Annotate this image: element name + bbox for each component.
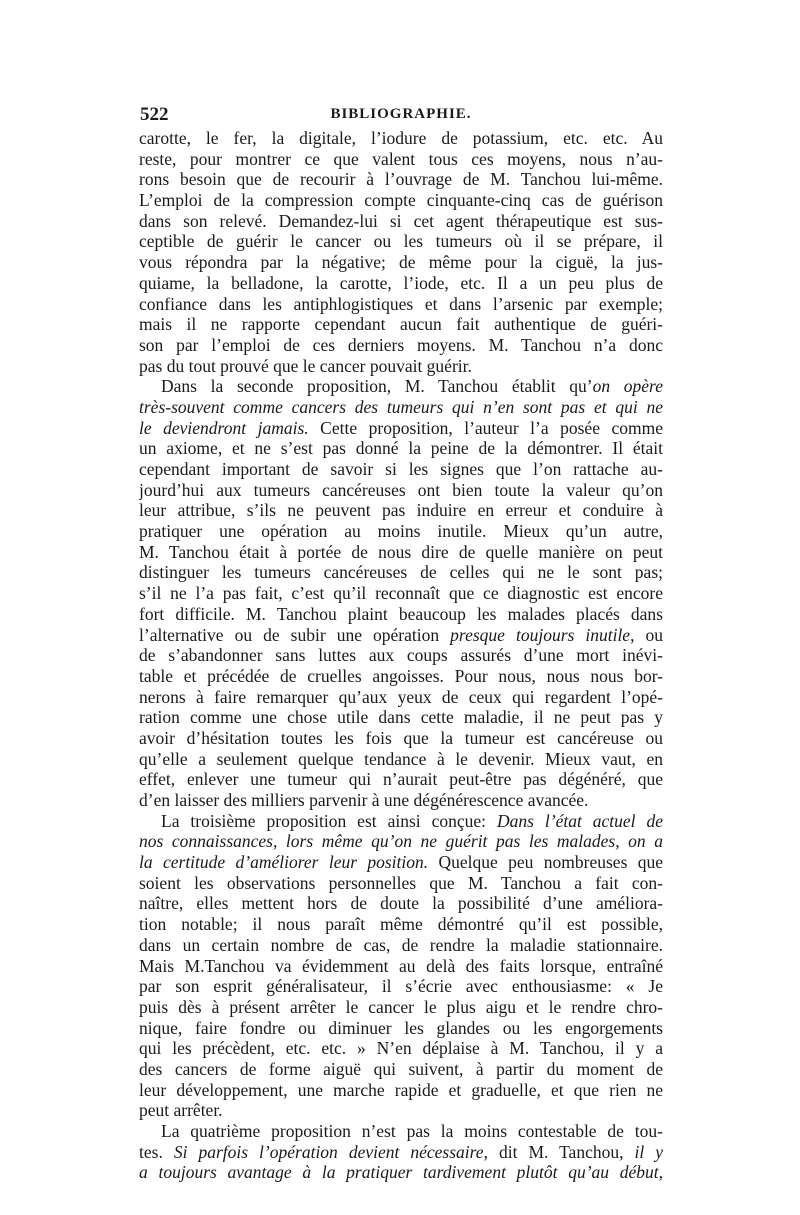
text-run: naître, elles mettent hors de doute la possibilité d’une améliora- xyxy=(139,893,663,914)
text-run: rons besoin que de recourir à l’ouvrage de M. Tanchou lui-même. xyxy=(139,169,663,190)
text-line xyxy=(139,1100,663,1121)
text-run: nique, faire fondre ou diminuer les glandes ou les engorgements xyxy=(139,1017,663,1038)
text-run: qu’elle a seulement quelque tendance à le devenir. Mieux vaut, en xyxy=(139,748,663,769)
text-run: quiame, la belladone, la carotte, l’iode, etc. Il a un peu plus de xyxy=(139,272,663,293)
text-run: Dans la seconde proposition, M. Tanchou établit qu’ xyxy=(161,376,593,397)
text-run: confiance dans les antiphlogistiques et dans l’arsenic par exemple; xyxy=(139,293,663,314)
text-line xyxy=(139,128,663,149)
text-run: leur développement, une marche rapide et graduelle, et que rien ne xyxy=(139,1079,663,1100)
text-line xyxy=(139,935,663,956)
text-run: avoir d’hésitation toutes les fois que la tumeur est cancéreuse ou xyxy=(139,727,663,748)
text-run: un axiome, et ne s’est pas donné la peine de la démontrer. Il était xyxy=(139,438,663,459)
body-text xyxy=(139,128,663,1183)
text-run: , ou xyxy=(630,624,663,645)
text-line xyxy=(139,583,663,604)
text-run: leur attribue, s’ils ne peuvent pas induire en erreur et conduire à xyxy=(139,500,663,521)
italic-text: on opère xyxy=(592,376,663,397)
text-line xyxy=(139,625,663,646)
text-line xyxy=(139,500,663,521)
text-line xyxy=(139,749,663,770)
text-run: son par l’emploi de ces derniers moyens. M. Tanchou n’a donc xyxy=(139,334,663,355)
text-line xyxy=(139,645,663,666)
text-line xyxy=(139,231,663,252)
text-line xyxy=(139,604,663,625)
text-run: pratiquer une opération au moins inutile. Mieux qu’un autre, xyxy=(139,521,663,542)
text-run: nerons à faire remarquer qu’aux yeux de ceux qui regardent l’opé- xyxy=(139,686,663,707)
text-line xyxy=(139,418,663,439)
text-line xyxy=(139,873,663,894)
text-line xyxy=(139,1038,663,1059)
text-run: Quelque peu nombreuses que xyxy=(428,852,663,873)
text-line xyxy=(139,831,663,852)
text-line xyxy=(139,1142,663,1163)
text-run: l’alternative ou de subir une opération xyxy=(139,624,451,645)
text-line xyxy=(139,956,663,977)
text-run: s’il ne l’a pas fait, c’est qu’il reconnaît que ce diagnostic est encore xyxy=(139,583,663,604)
text-line xyxy=(139,294,663,315)
text-run: ration comme une chose utile dans cette maladie, il ne peut pas y xyxy=(139,707,663,728)
text-line xyxy=(139,707,663,728)
text-run: ceptible de guérir le cancer ou les tumeurs où il se prépare, il xyxy=(139,231,663,252)
text-run: tes. xyxy=(139,1141,174,1162)
text-run: , dit M. Tanchou, xyxy=(483,1141,635,1162)
text-run: La quatrième proposition n’est pas la moins contestable de tou- xyxy=(161,1121,663,1141)
text-run: qui les précèdent, etc. etc. » N’en déplaise à M. Tanchou, il y a xyxy=(139,1038,663,1059)
text-line xyxy=(139,169,663,190)
italic-text: il y xyxy=(634,1141,663,1162)
text-line xyxy=(139,769,663,790)
italic-text: très-souvent comme cancers des tumeurs qui n’en sont pas et qui ne xyxy=(139,396,663,417)
text-run: distinguer les tumeurs cancéreuses de celles qui ne le sont pas; xyxy=(139,562,663,583)
text-line xyxy=(139,521,663,542)
text-line xyxy=(139,149,663,170)
text-line xyxy=(139,1018,663,1039)
italic-text: presque toujours inutile xyxy=(450,624,631,645)
text-line xyxy=(139,790,663,811)
text-run: carotte, le fer, la digitale, l’iodure de potassium, etc. etc. Au xyxy=(139,128,663,148)
italic-text: Si parfois l’opération devient nécessaire xyxy=(173,1141,484,1162)
text-line xyxy=(139,190,663,211)
text-line xyxy=(139,997,663,1018)
text-line xyxy=(139,1080,663,1101)
running-title: BIBLIOGRAPHIE. xyxy=(330,106,472,122)
text-run: dans un certain nombre de cas, de rendre la maladie stationnaire. xyxy=(139,934,663,955)
text-line xyxy=(139,438,663,459)
text-run: soient les observations personnelles que M. Tanchou a fait con- xyxy=(139,872,663,893)
page-number: 522 xyxy=(140,104,169,125)
text-run: d’en laisser des milliers parvenir à une dégénérescence avancée. xyxy=(139,790,589,810)
text-run: jourd’hui aux tumeurs cancéreuses ont bien toute la valeur qu’on xyxy=(139,479,663,500)
text-run: L’emploi de la compression compte cinquante-cinq cas de guérison xyxy=(139,190,663,211)
italic-text: Dans l’état actuel de xyxy=(496,810,663,831)
text-line xyxy=(139,852,663,873)
italic-text: le deviendront jamais. xyxy=(139,417,309,438)
text-line xyxy=(139,811,663,832)
text-line xyxy=(139,1059,663,1080)
text-run: puis dès à présent arrêter le cancer le plus aigu et le rendre chro- xyxy=(139,996,663,1017)
text-line xyxy=(139,1162,663,1183)
text-run: Mais M.Tanchou va évidemment au delà des faits lorsque, entraîné xyxy=(139,955,663,976)
text-run: M. Tanchou était à portée de nous dire de quelle manière on peut xyxy=(139,541,663,562)
text-line xyxy=(139,480,663,501)
text-run: des cancers de forme aiguë qui suivent, à partir du moment de xyxy=(139,1058,663,1079)
text-run: vous répondra par la négative; de même pour la ciguë, la jus- xyxy=(139,252,663,273)
text-run: cependant important de savoir si les signes que l’on rattache au- xyxy=(139,459,663,479)
text-run: reste, pour montrer ce que valent tous ces moyens, nous n’au- xyxy=(139,148,663,169)
text-run: pas du tout prouvé que le cancer pouvait guérir. xyxy=(139,355,472,376)
italic-text: la certitude d’améliorer leur position. xyxy=(139,852,429,873)
text-line xyxy=(139,356,663,377)
text-run: de s’abandonner sans luttes aux coups assurés d’une mort inévi- xyxy=(139,645,663,666)
text-line xyxy=(139,273,663,294)
italic-text: nos connaissances, lors même qu’on ne guérit pas les malades, on a xyxy=(139,831,663,852)
text-run: mais il ne rapporte cependant aucun fait authentique de guéri- xyxy=(139,314,663,335)
page-header xyxy=(140,104,662,128)
text-line xyxy=(139,976,663,997)
text-line xyxy=(139,1121,663,1142)
italic-text: a toujours avantage à la pratiquer tardivement plutôt qu’au début, xyxy=(139,1162,663,1183)
text-run: table et précédée de cruelles angoisses. Pour nous, nous nous bor- xyxy=(139,665,663,686)
text-run: peut arrêter. xyxy=(139,1100,223,1121)
text-line xyxy=(139,376,663,397)
text-run: par son esprit généralisateur, il s’écrie avec enthousiasme: « Je xyxy=(139,976,663,997)
text-line xyxy=(139,252,663,273)
text-line xyxy=(139,687,663,708)
text-line xyxy=(139,914,663,935)
text-line xyxy=(139,459,663,480)
text-line xyxy=(139,893,663,914)
text-line xyxy=(139,542,663,563)
text-line xyxy=(139,562,663,583)
text-run: dans son relevé. Demandez-lui si cet agent thérapeutique est sus- xyxy=(139,210,663,231)
text-run: tion notable; il nous paraît même démontré qu’il est possible, xyxy=(139,914,663,935)
text-run: effet, enlever une tumeur qui n’aurait peut-être pas dégénéré, que xyxy=(139,769,663,790)
text-line xyxy=(139,314,663,335)
text-line xyxy=(139,335,663,356)
text-line xyxy=(139,211,663,232)
text-run: fort difficile. M. Tanchou plaint beaucoup les malades placés dans xyxy=(139,603,663,624)
text-run: La troisième proposition est ainsi conçue: xyxy=(161,810,497,831)
text-line xyxy=(139,397,663,418)
text-run: Cette proposition, l’auteur l’a posée comme xyxy=(308,417,663,438)
text-line xyxy=(139,666,663,687)
text-line xyxy=(139,728,663,749)
